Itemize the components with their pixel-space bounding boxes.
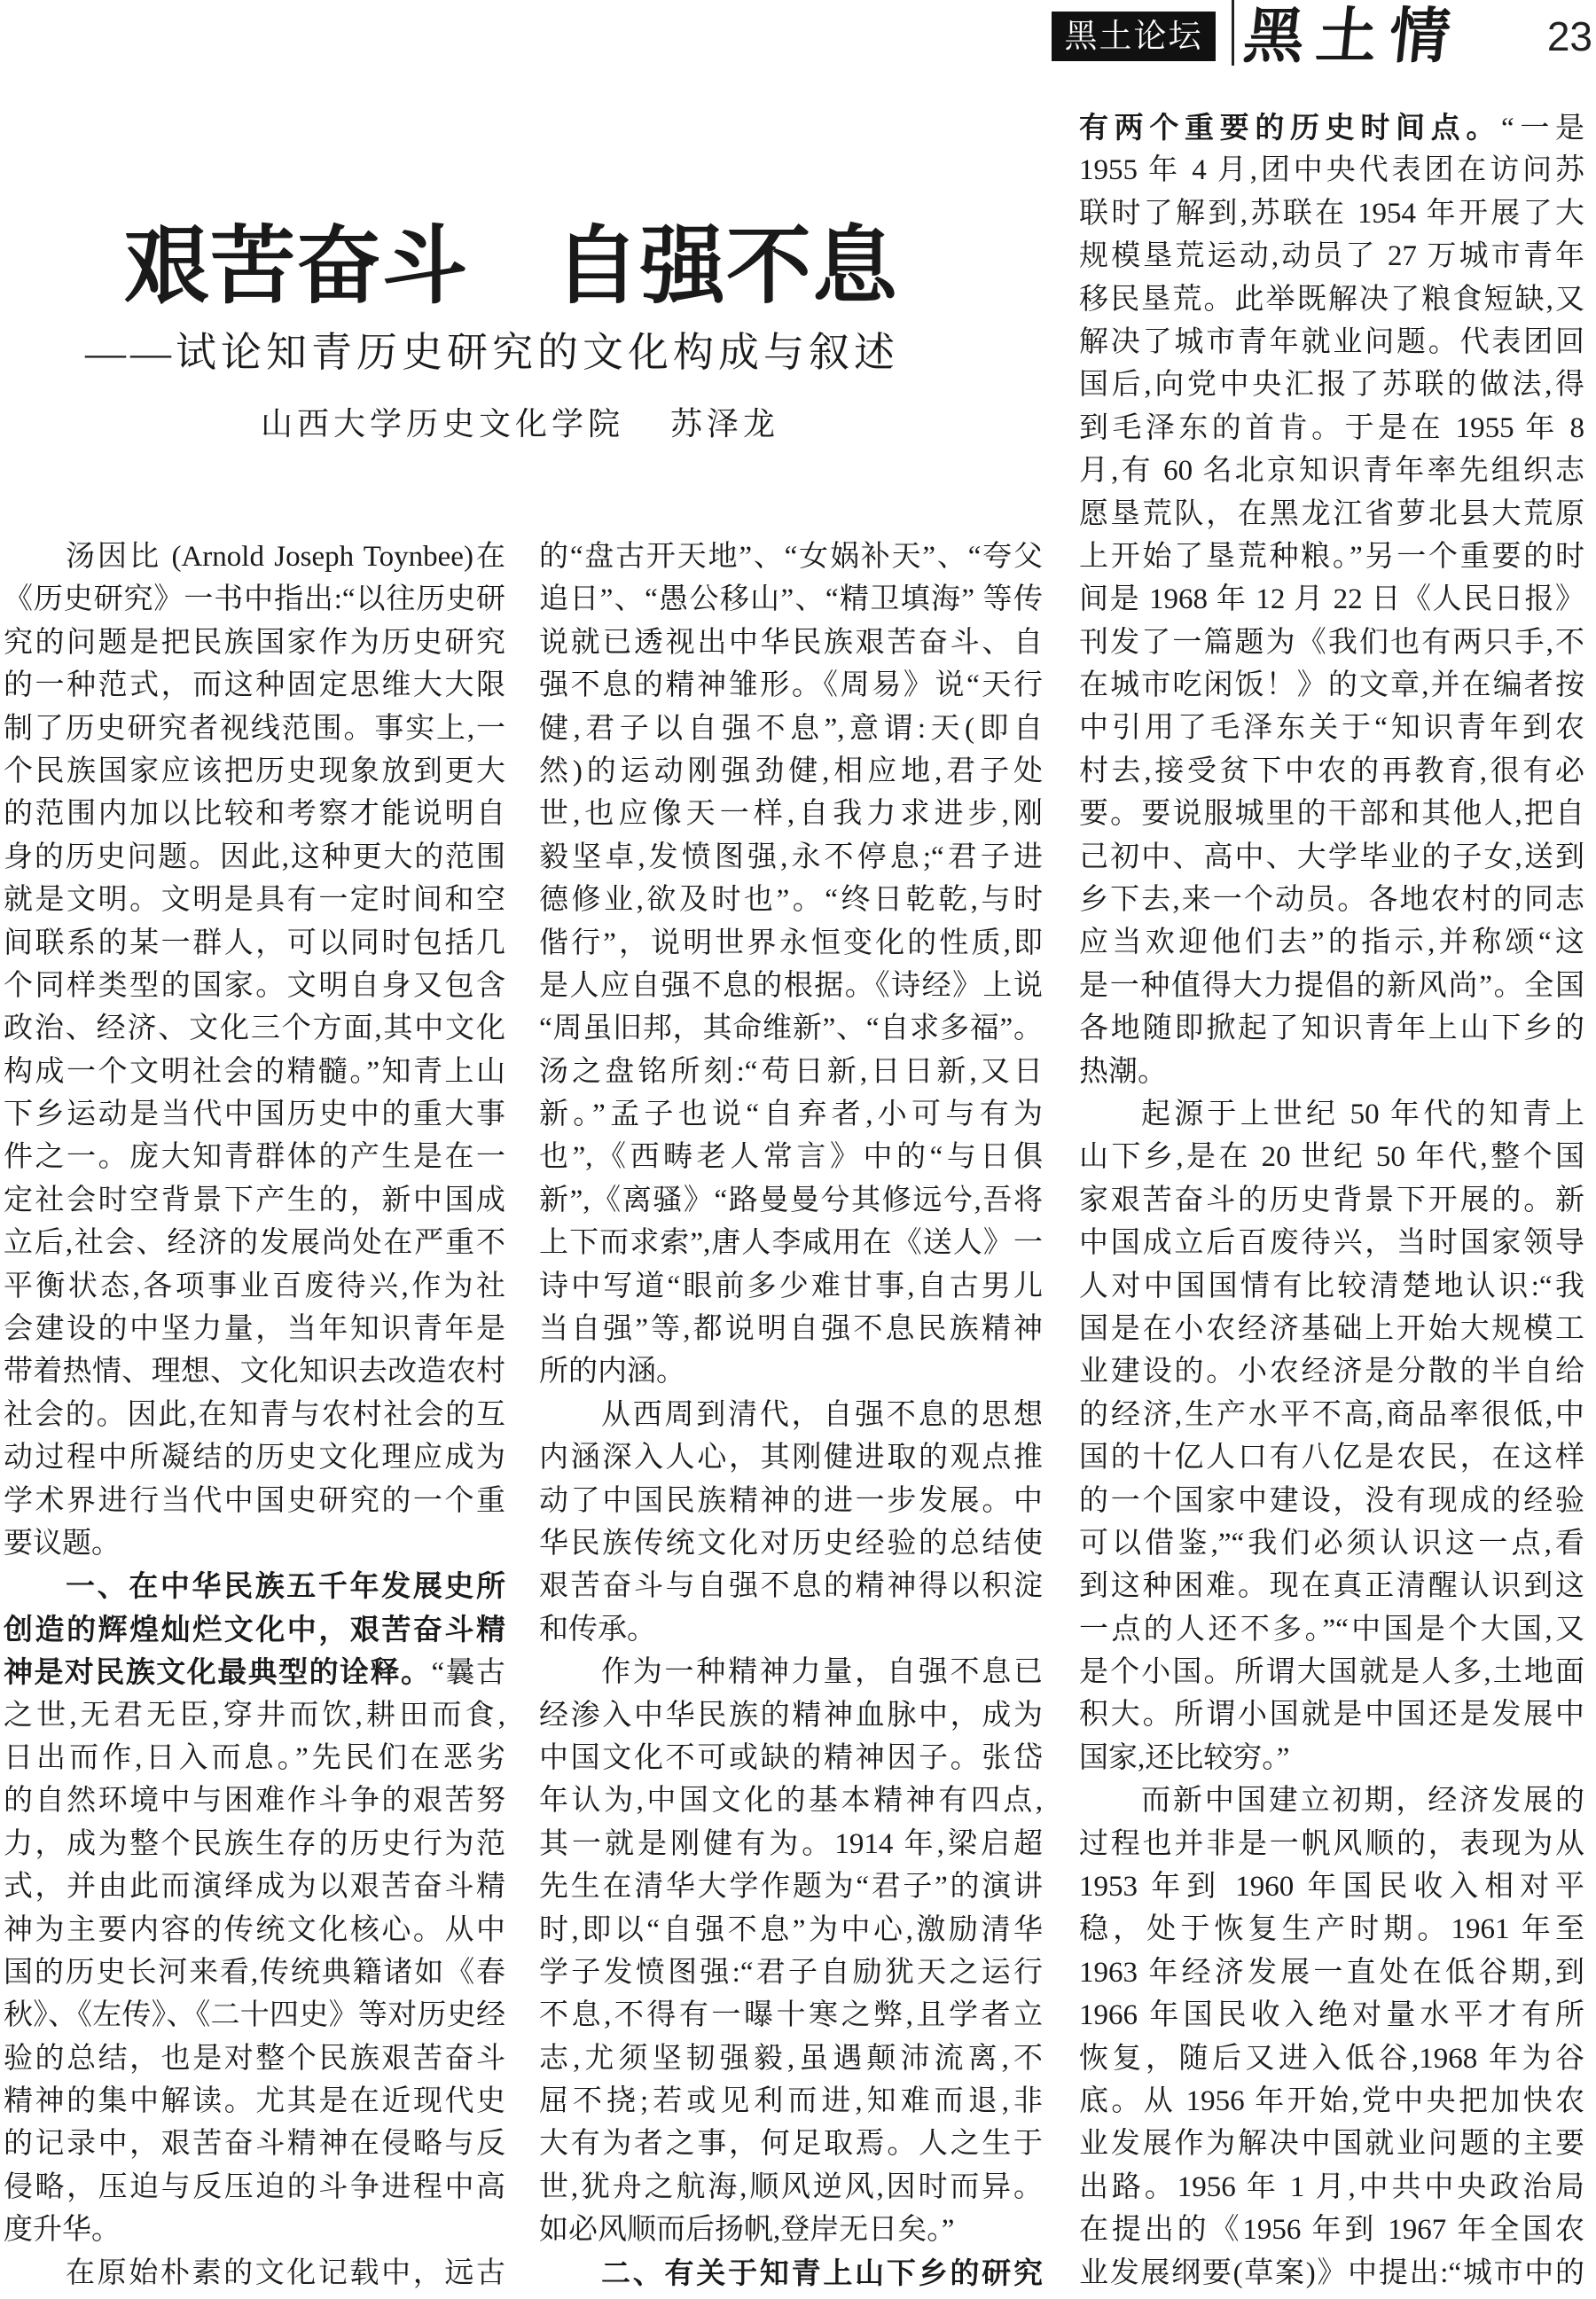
text-line: 不息,不得有一曝十寒之弊,且学者立 xyxy=(539,1999,1043,2032)
text-line: 规模垦荒运动,动员了 27 万城市青年 xyxy=(1079,240,1584,273)
text-line: 底。从 1956 年开始,党中央把加快农 xyxy=(1079,2084,1584,2117)
text-line: 内涵深入人心，其刚健进取的观点推 xyxy=(539,1442,1043,1474)
text-line: 的经济,生产水平不高,商品率很低,中 xyxy=(1079,1398,1584,1431)
text-line: 起源于上世纪 50 年代的知青上 xyxy=(1141,1098,1584,1130)
text-line: 和传承。 xyxy=(539,1613,656,1646)
text-line: 政治、经济、文化三个方面,其中文化 xyxy=(4,1013,505,1045)
text-line: 强不息的精神雏形。《周易》说“天行 xyxy=(539,669,1043,702)
text-line xyxy=(4,1608,505,1651)
text-line xyxy=(4,1565,505,1607)
text-line: 热潮。 xyxy=(1079,1055,1167,1088)
text-line: 之世,无君无臣,穿井而饮,耕田而食, xyxy=(4,1699,505,1732)
text-line: 中国文化不可或缺的精神因子。张岱 xyxy=(539,1741,1043,1774)
text-column-1 xyxy=(4,536,505,2295)
text-line: 汤因比 (Arnold Joseph Toynbee)在 xyxy=(66,541,505,573)
paragraph xyxy=(539,536,1043,1394)
text-line: 积大。所谓小国就是中国还是发展中 xyxy=(1079,1699,1584,1732)
text-line: 在原始朴素的文化记载中，远古 xyxy=(66,2256,505,2289)
text-line: 时,即以“自强不息”为中心,激励清华 xyxy=(539,1913,1043,1946)
article-subtitle: ——试论知青历史研究的文化构成与叙述 xyxy=(85,330,899,375)
text-line: 其一就是刚健有为。1914 年,梁启超 xyxy=(539,1827,1043,1860)
text-segment: “曩古 xyxy=(431,1657,505,1690)
text-line: 动了中国民族精神的进一步发展。中 xyxy=(539,1484,1043,1517)
text-line: 应当欢迎他们去”的指示,并称颂“这 xyxy=(1079,927,1584,959)
text-line: 度升华。 xyxy=(4,2214,121,2247)
text-line: 上下而求索”,唐人李咸用在《送人》一 xyxy=(539,1227,1043,1260)
text-line: 身的历史问题。因此,这种更大的范围 xyxy=(4,841,505,873)
text-line: 1955 年 4 月,团中央代表团在访问苏 xyxy=(1079,154,1584,187)
text-line: 个民族国家应该把历史现象放到更大 xyxy=(4,755,505,787)
text-line: 带着热情、理想、文化知识去改造农村 xyxy=(4,1356,505,1388)
bold-text: 二、有关于知青上山下乡的研究 xyxy=(601,2255,1043,2290)
text-line: 的一个国家中建设，没有现成的经验 xyxy=(1079,1484,1584,1517)
text-line: 新”,《离骚》“路曼曼兮其修远兮,吾将 xyxy=(539,1184,1043,1216)
text-line: 年认为,中国文化的基本精神有四点, xyxy=(539,1785,1043,1818)
paragraph xyxy=(4,536,505,1565)
text-line: 家艰苦奋斗的历史背景下开展的。新 xyxy=(1079,1184,1584,1216)
text-line: 乡下去,来一个动员。各地农村的同志 xyxy=(1079,884,1584,917)
text-line: 毅坚卓,发愤图强,永不停息;“君子进 xyxy=(539,841,1043,873)
text-line: 1953 年到 1960 年国民收入相对平 xyxy=(1079,1871,1584,1904)
text-line: 的“盘古开天地”、“女娲补天”、“夸父 xyxy=(539,541,1043,573)
text-line: 艰苦奋斗与自强不息的精神得以积淀 xyxy=(539,1570,1043,1603)
text-line: 的一种范式，而这种固定思维大大限 xyxy=(4,669,505,702)
text-line: 间联系的某一群人，可以同时包括几 xyxy=(4,927,505,959)
text-line xyxy=(539,2252,1043,2295)
paragraph xyxy=(1079,1779,1584,2295)
text-line: 业发展纲要(草案)》中提出:“城市中的 xyxy=(1079,2256,1584,2289)
text-line: 也”,《西畴老人常言》中的“与日俱 xyxy=(539,1141,1043,1174)
text-line: 愿垦荒队，在黑龙江省萝北县大荒原 xyxy=(1079,497,1584,530)
text-line: 追日”、“愚公移山”、“精卫填海” 等传 xyxy=(539,583,1043,616)
header-divider xyxy=(1232,0,1234,66)
text-line: 屈不挠;若或见利而进,知难而退,非 xyxy=(539,2085,1043,2118)
text-line: 《历史研究》一书中指出:“以往历史研 xyxy=(4,583,505,616)
text-line: 1963 年经济发展一直处在低谷期,到 xyxy=(1079,1956,1584,1989)
text-line: 1966 年国民收入绝对量水平才有所 xyxy=(1079,1999,1584,2032)
text-line: 侵略，压迫与反压迫的斗争进程中高 xyxy=(4,2170,505,2203)
text-line: 各地随即掀起了知识青年上山下乡的 xyxy=(1079,1013,1584,1045)
text-line: 究的问题是把民族国家作为历史研究 xyxy=(4,626,505,659)
text-line: 动过程中所凝结的历史文化理应成为 xyxy=(4,1442,505,1474)
text-line: 是一种值得大力提倡的新风尚”。全国 xyxy=(1079,969,1584,1002)
text-line: 偕行”，说明世界永恒变化的性质,即 xyxy=(539,927,1043,959)
author-line xyxy=(261,406,780,442)
text-line: 神为主要内容的传统文化核心。从中 xyxy=(4,1913,505,1946)
text-line: 大有为者之事，何足取焉。人之生于 xyxy=(539,2128,1043,2161)
text-line: 先生在清华大学作题为“君子”的演讲 xyxy=(539,1871,1043,1904)
text-line: 月,有 60 名北京知识青年率先组织志 xyxy=(1079,455,1584,488)
text-line: 稳，处于恢复生产时期。1961 年至 xyxy=(1079,1913,1584,1946)
text-column-3 xyxy=(1079,106,1584,2295)
paragraph xyxy=(1079,1093,1584,1779)
text-line: 经渗入中华民族的精神血脉中，成为 xyxy=(539,1699,1043,1732)
paragraph xyxy=(4,2252,505,2295)
text-line: 过程也并非是一帆风顺的，表现为从 xyxy=(1079,1827,1584,1860)
text-line: 制了历史研究者视线范围。事实上,一 xyxy=(4,712,505,745)
text-line: 学子发愤图强:“君子自励犹天之运行 xyxy=(539,1956,1043,1989)
text-line: 刊发了一篇题为《我们也有两只手,不 xyxy=(1079,626,1584,659)
text-column-2 xyxy=(539,536,1043,2295)
text-line: 然)的运动刚强劲健,相应地,君子处 xyxy=(539,755,1043,787)
paragraph xyxy=(4,1565,505,2251)
paragraph xyxy=(1079,106,1584,1093)
text-line: 精神的集中解读。尤其是在近现代史 xyxy=(4,2085,505,2118)
text-line: 山下乡,是在 20 世纪 50 年代,整个国 xyxy=(1079,1141,1584,1174)
author-institution: 山西大学历史文化学院 xyxy=(261,406,625,442)
text-line: 秋》、《左传》、《二十四史》等对历史经 xyxy=(4,1999,505,2032)
section-label-badge: 黑土论坛 xyxy=(1052,12,1216,61)
text-line: 从西周到清代，自强不息的思想 xyxy=(601,1398,1043,1431)
article-title: 艰苦奋斗 自强不息 xyxy=(124,215,898,316)
text-line: 而新中国建立初期，经济发展的 xyxy=(1141,1785,1584,1818)
text-line: 上开始了垦荒种粮。”另一个重要的时 xyxy=(1079,540,1584,573)
text-line: 力，成为整个民族生存的历史行为范 xyxy=(4,1827,505,1860)
text-line: 联时了解到,苏联在 1954 年开展了大 xyxy=(1079,197,1584,230)
text-line: 就是文明。文明是具有一定时间和空 xyxy=(4,884,505,917)
text-line: 构成一个文明社会的精髓。”知青上山 xyxy=(4,1055,505,1088)
text-line: 要议题。 xyxy=(4,1527,121,1560)
text-line: 中国成立后百废待兴，当时国家领导 xyxy=(1079,1227,1584,1260)
text-line: 村去,接受贫下中农的再教育,很有必 xyxy=(1079,755,1584,787)
text-line: 业发展作为解决中国就业问题的主要 xyxy=(1079,2128,1584,2161)
text-line: 要。要说服城里的干部和其他人,把自 xyxy=(1079,798,1584,831)
text-line: 国家,还比较穷。” xyxy=(1079,1741,1290,1774)
text-line: 是个小国。所谓大国就是人多,土地面 xyxy=(1079,1656,1584,1689)
text-line: 日出而作,日入而息。”先民们在恶劣 xyxy=(4,1741,505,1774)
text-line: 新。”孟子也说“自弃者,小可与有为 xyxy=(539,1099,1043,1131)
text-line xyxy=(1079,106,1584,149)
text-line: 国的十亿人口有八亿是农民，在这样 xyxy=(1079,1442,1584,1474)
text-line: 立后,社会、经济的发展尚处在严重不 xyxy=(4,1227,505,1260)
text-line: 世,犹舟之航海,顺风逆风,因时而异。 xyxy=(539,2170,1043,2203)
text-line: 华民族传统文化对历史经验的总结使 xyxy=(539,1527,1043,1560)
text-line: 个同样类型的国家。文明自身又包含 xyxy=(4,969,505,1002)
text-line: 作为一种精神力量，自强不息已 xyxy=(601,1656,1043,1689)
text-line: 如必风顺而后扬帆,登岸无日矣。” xyxy=(539,2214,955,2247)
text-line: 的范围内加以比较和考察才能说明自 xyxy=(4,798,505,831)
text-line: 移民垦荒。此举既解决了粮食短缺,又 xyxy=(1079,283,1584,316)
text-line: “周虽旧邦，其命维新”、“自求多福”。 xyxy=(539,1013,1043,1045)
text-line: 社会的。因此,在知青与农村社会的互 xyxy=(4,1398,505,1431)
text-line: 当自强”等,都说明自强不息民族精神 xyxy=(539,1313,1043,1346)
text-segment: “一是 xyxy=(1501,113,1584,145)
text-line: 定社会时空背景下产生的，新中国成 xyxy=(4,1184,505,1216)
text-line: 会建设的中坚力量，当年知识青年是 xyxy=(4,1313,505,1346)
text-line: 平衡状态,各项事业百废待兴,作为社 xyxy=(4,1270,505,1302)
text-line: 式，并由此而演绎成为以艰苦奋斗精 xyxy=(4,1871,505,1904)
text-line: 验的总结，也是对整个民族艰苦奋斗 xyxy=(4,2042,505,2075)
magazine-logo: 黑土情 xyxy=(1240,1,1467,72)
text-line: 一点的人还不多。”“中国是个大国,又 xyxy=(1079,1613,1584,1646)
text-line: 学术界进行当代中国史研究的一个重 xyxy=(4,1484,505,1517)
text-line: 的自然环境中与困难作斗争的艰苦努 xyxy=(4,1785,505,1818)
text-line: 业建设的。小农经济是分散的半自给 xyxy=(1079,1356,1584,1388)
text-line: 所的内涵。 xyxy=(539,1356,685,1388)
text-line: 下乡运动是当代中国历史中的重大事 xyxy=(4,1099,505,1131)
text-line: 恢复，随后又进入低谷,1968 年为谷 xyxy=(1079,2042,1584,2075)
text-line: 志,尤须坚韧强毅,虽遇颠沛流离,不 xyxy=(539,2042,1043,2075)
text-line: 世,也应像天一样,自我力求进步,刚 xyxy=(539,798,1043,831)
text-line: 是人应自强不息的根据。《诗经》上说 xyxy=(539,969,1043,1002)
text-line: 人对中国国情有比较清楚地认识:“我 xyxy=(1079,1270,1584,1302)
text-line: 在城市吃闲饭！》的文章,并在编者按 xyxy=(1079,669,1584,702)
text-line: 己初中、高中、大学毕业的子女,送到 xyxy=(1079,841,1584,873)
text-line: 可以借鉴,”“我们必须认识这一点,看 xyxy=(1079,1527,1584,1560)
text-line: 出路。1956 年 1 月,中共中央政治局 xyxy=(1079,2170,1584,2203)
text-line: 到毛泽东的首肯。于是在 1955 年 8 xyxy=(1079,411,1584,444)
text-line xyxy=(4,1651,505,1693)
text-line: 汤之盘铭所刻:“苟日新,日日新,又日 xyxy=(539,1055,1043,1088)
paragraph xyxy=(539,2252,1043,2295)
text-line: 健,君子以自强不息”,意谓:天(即自 xyxy=(539,712,1043,745)
text-line: 诗中写道“眼前多少难甘事,自古男儿 xyxy=(539,1270,1043,1302)
paragraph xyxy=(539,1394,1043,1651)
bold-text: 有两个重要的历史时间点。 xyxy=(1079,110,1502,145)
bold-text: 一、在中华民族五千年发展史所 xyxy=(66,1568,505,1604)
bold-text: 神是对民族文化最典型的诠释。 xyxy=(4,1654,432,1690)
page-number: 23 xyxy=(1546,13,1592,59)
text-line: 件之一。庞大知青群体的产生是在一 xyxy=(4,1141,505,1174)
text-line: 说就已透视出中华民族艰苦奋斗、自 xyxy=(539,626,1043,659)
text-line: 德修业,欲及时也”。“终日乾乾,与时 xyxy=(539,884,1043,917)
text-line: 国后,向党中央汇报了苏联的做法,得 xyxy=(1079,369,1584,402)
bold-text: 创造的辉煌灿烂文化中，艰苦奋斗精 xyxy=(4,1611,505,1646)
text-line: 国是在小农经济基础上开始大规模工 xyxy=(1079,1312,1584,1345)
author-name: 苏泽龙 xyxy=(670,406,780,442)
text-line: 在提出的《1956 年到 1967 年全国农 xyxy=(1079,2214,1584,2247)
text-line: 的记录中，艰苦奋斗精神在侵略与反 xyxy=(4,2128,505,2161)
text-line: 间是 1968 年 12 月 22 日《人民日报》 xyxy=(1079,583,1584,616)
text-line: 国的历史长河来看,传统典籍诸如《春 xyxy=(4,1956,505,1989)
text-line: 解决了城市青年就业问题。代表团回 xyxy=(1079,325,1584,358)
text-line: 中引用了毛泽东关于“知识青年到农 xyxy=(1079,712,1584,745)
text-line: 到这种困难。现在真正清醒认识到这 xyxy=(1079,1570,1584,1603)
paragraph xyxy=(539,1651,1043,2251)
